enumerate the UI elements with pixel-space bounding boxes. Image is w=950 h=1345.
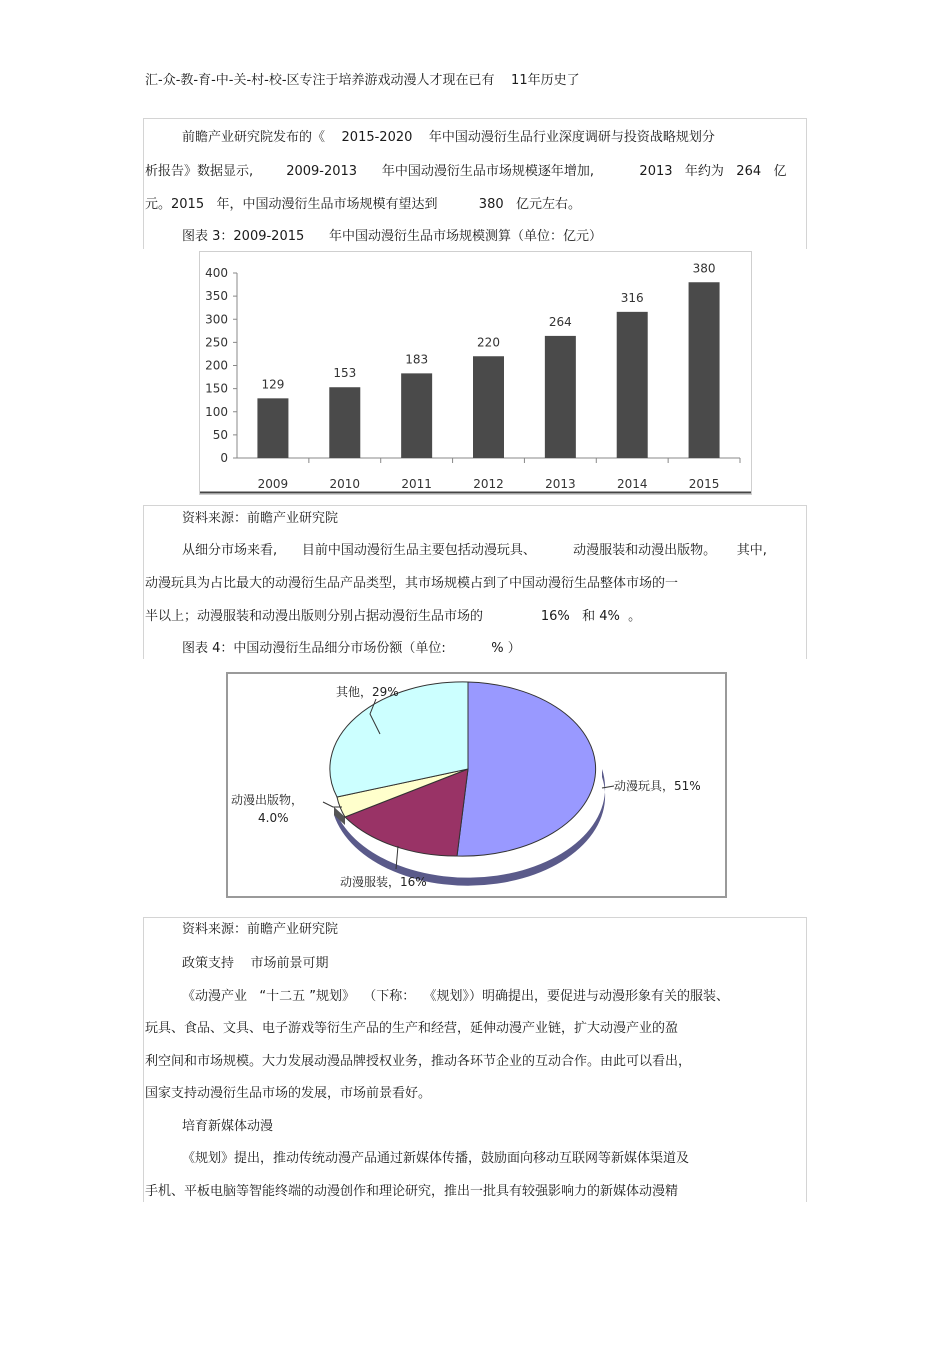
para4-line2: 手机、平板电脑等智能终端的动漫创作和理论研究，推出一批具有较强影响力的新媒体动漫精 <box>145 1184 679 1199</box>
y-tick-label: 350 <box>205 289 228 304</box>
y-tick-label: 150 <box>205 381 228 396</box>
bar-chart <box>200 252 751 494</box>
figure4-caption: 图表 4：中国动漫衍生品细分市场份额（单位: % ） <box>182 641 521 656</box>
x-tick-label: 2009 <box>257 477 289 491</box>
y-tick-label: 50 <box>212 427 228 442</box>
x-tick-label: 2011 <box>401 477 432 491</box>
bar-value-label: 220 <box>477 335 500 350</box>
bar <box>617 312 648 458</box>
pie-label-apparel: 动漫服装，16% <box>340 875 427 889</box>
y-tick-label: 0 <box>220 451 228 465</box>
y-tick-label: 200 <box>205 358 228 373</box>
bar <box>545 336 576 458</box>
bar-value-label: 183 <box>405 352 429 367</box>
bar <box>689 282 720 458</box>
pie-label-publications <box>231 792 307 825</box>
x-tick-label: 2015 <box>688 477 720 491</box>
source-note-2: 资料来源：前瞻产业研究院 <box>182 922 339 937</box>
bar <box>329 387 360 458</box>
pie-label-publications-line2: 4.0% <box>258 811 289 825</box>
para1-line3: 元。2015 年，中国动漫衍生品市场规模有望达到 380 亿元左右。 <box>145 197 582 212</box>
bar-value-label: 129 <box>261 377 285 392</box>
bar-value-label: 380 <box>692 261 716 276</box>
para4-line1: 《规划》提出，推动传统动漫产品通过新媒体传播，鼓励面向移动互联网等新媒体渠道及 <box>182 1151 690 1166</box>
x-tick-label: 2012 <box>473 477 504 491</box>
bar-value-label: 264 <box>548 314 572 329</box>
page-header: 汇-众-教-育-中-关-村-校-区专注于培养游戏动漫人才现在已有 11年历史了 <box>145 73 580 88</box>
x-tick-label: 2014 <box>616 477 648 491</box>
pie-label-toys: 动漫玩具，51% <box>614 779 701 793</box>
y-tick-label: 100 <box>205 404 228 419</box>
bar-chart-figure <box>199 251 752 495</box>
para3-line1: 《动漫产业 “十二五 ”规划》 （下称： 《规划》）明确提出，要促进与动漫形象有关的服装、 <box>182 989 730 1004</box>
bar <box>257 398 288 458</box>
figure3-caption: 图表 3：2009-2015 年中国动漫衍生品市场规模测算（单位：亿元） <box>182 229 603 244</box>
leader-toys <box>602 786 614 788</box>
para1-line1: 前瞻产业研究院发布的《 2015-2020 年中国动漫衍生品行业深度调研与投资战略规划分 <box>182 130 715 145</box>
x-tick-label: 2013 <box>545 477 576 491</box>
y-tick-label: 300 <box>205 312 228 327</box>
pie-chart <box>228 674 725 896</box>
bar-value-label: 316 <box>620 290 644 305</box>
y-tick-label: 250 <box>205 335 228 350</box>
para3-line4: 国家支持动漫衍生品市场的发展，市场前景看好。 <box>145 1086 432 1101</box>
bar <box>401 373 432 458</box>
y-tick-label: 400 <box>205 266 228 280</box>
para3-line3: 利空间和市场规模。大力发展动漫品牌授权业务，推动各环节企业的互动合作。由此可以看出， <box>145 1054 692 1069</box>
para2-line1: 从细分市场来看, 目前中国动漫衍生品主要包括动漫玩具、 动漫服装和动漫出版物。 其中, <box>182 543 767 558</box>
para2-line2: 动漫玩具为占比最大的动漫衍生品产品类型，其市场规模占到了中国动漫衍生品整体市场的一 <box>145 576 679 591</box>
section-title-policy: 政策支持 市场前景可期 <box>182 956 329 971</box>
para3-line2: 玩具、食品、文具、电子游戏等衍生产品的生产和经营，延伸动漫产业链，扩大动漫产业的盈 <box>145 1021 679 1036</box>
bar-value-label: 153 <box>333 366 357 381</box>
x-tick-label: 2010 <box>329 477 361 491</box>
para2-line3: 半以上；动漫服装和动漫出版则分别占据动漫衍生品市场的 16% 和 4% 。 <box>145 609 642 624</box>
section-title-new-media: 培育新媒体动漫 <box>182 1119 274 1134</box>
pie-slice-toys <box>457 682 596 856</box>
pie-label-publications-line1: 动漫出版物， <box>231 793 304 807</box>
bar <box>473 356 504 458</box>
para1-line2: 析报告》数据显示, 2009-2013 年中国动漫衍生品市场规模逐年增加, 2013 年约为 264 亿 <box>145 164 787 179</box>
source-note-1: 资料来源：前瞻产业研究院 <box>182 511 339 526</box>
pie-label-other: 其他，29% <box>336 685 399 699</box>
pie-chart-figure <box>226 672 727 898</box>
